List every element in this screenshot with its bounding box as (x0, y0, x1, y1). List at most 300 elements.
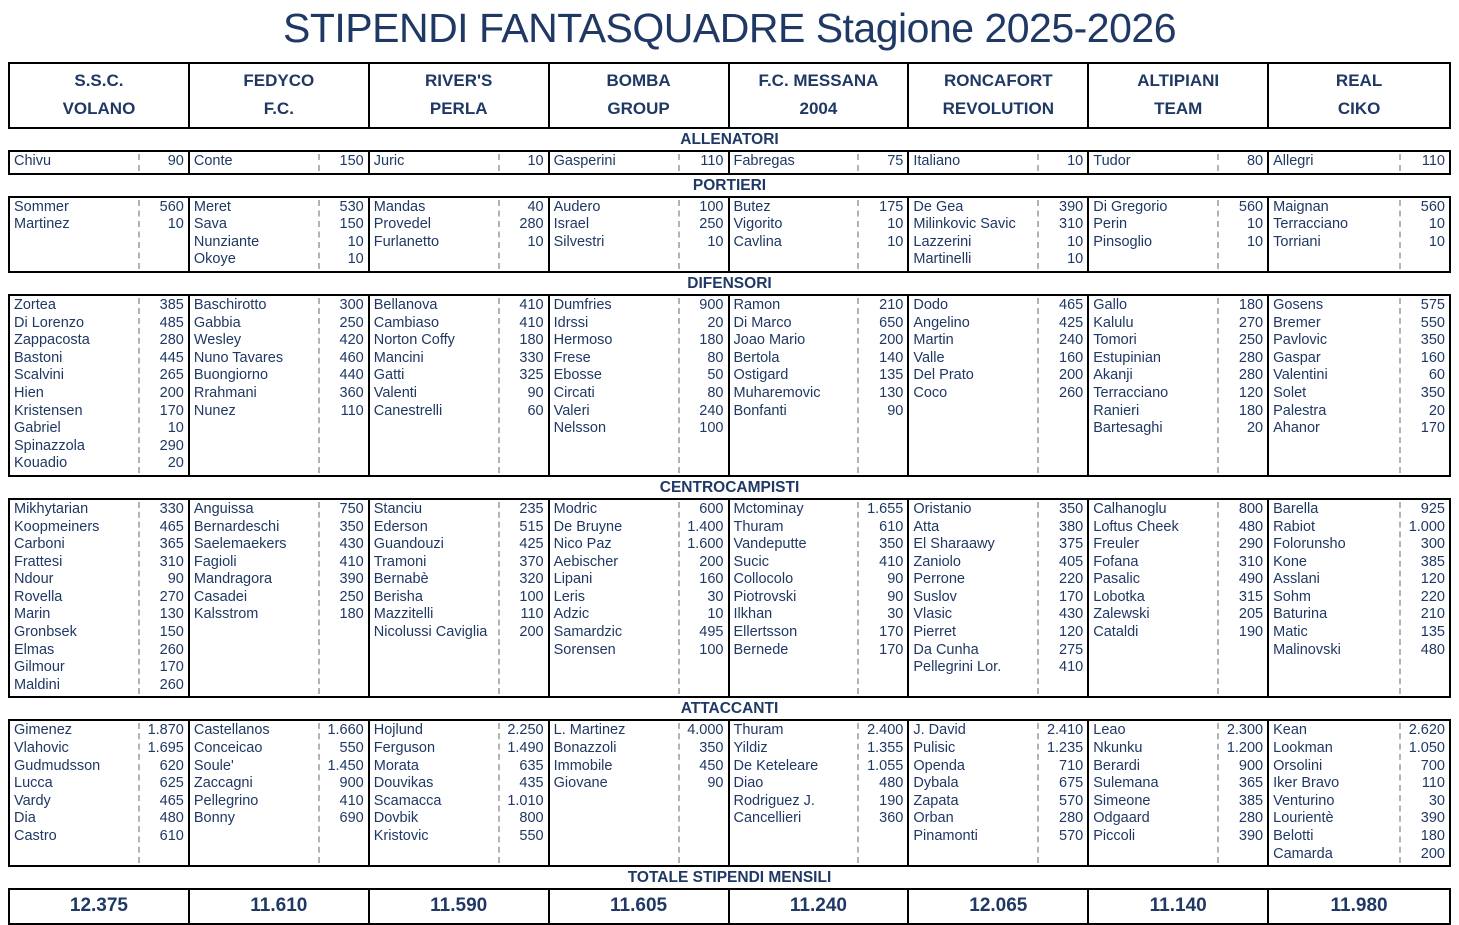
player-salary: 180 (1238, 296, 1264, 313)
player-salary: 325 (519, 367, 544, 384)
player-row (370, 199, 548, 217)
player-name: Mandas (373, 198, 426, 215)
player-salary: 90 (887, 588, 904, 605)
player-name: Gilmour (14, 659, 65, 676)
player-salary: 60 (527, 402, 544, 419)
player-row (909, 758, 1087, 776)
total-cell-1: 12.375 (10, 890, 190, 923)
player-name: Da Cunha (913, 641, 979, 658)
player-name: Bellanova (373, 296, 438, 313)
player-salary: 100 (699, 198, 724, 215)
player-name: Furlanetto (373, 233, 440, 250)
player-name: Mikhytarian (14, 500, 89, 517)
player-salary: 120 (1059, 624, 1084, 641)
player-salary: 515 (519, 518, 544, 535)
player-name: Simeone (1093, 792, 1151, 809)
player-name: Collocolo (733, 571, 794, 588)
player-name: Atta (913, 518, 940, 535)
player-salary: 2.400 (867, 722, 904, 739)
player-row (730, 297, 908, 315)
player-name: Cavlina (733, 233, 782, 250)
player-row (370, 624, 548, 642)
player-row (1269, 571, 1449, 589)
player-salary: 10 (527, 153, 544, 169)
player-salary: 1.490 (507, 740, 544, 757)
player-salary: 10 (167, 216, 184, 233)
player-name: Del Prato (913, 367, 974, 384)
player-salary: 175 (879, 198, 904, 215)
player-name: Kristovic (373, 828, 429, 844)
player-row (909, 642, 1087, 660)
player-salary: 200 (699, 553, 724, 570)
player-name: Bremer (1273, 314, 1321, 331)
player-name: Pellegrini Lor. (913, 659, 1002, 676)
player-name: Solet (1273, 384, 1307, 401)
player-name: Ahanor (1273, 420, 1320, 437)
player-salary: 110 (340, 402, 364, 419)
player-row (10, 153, 188, 171)
player-row (730, 554, 908, 572)
player-salary: 550 (519, 828, 544, 844)
player-name: Zaccagni (193, 775, 253, 792)
player-row (1269, 315, 1449, 333)
player-row (10, 589, 188, 607)
player-name: Morata (373, 757, 419, 774)
player-salary: 410 (519, 296, 544, 313)
player-salary: 180 (519, 332, 544, 349)
player-salary: 110 (1421, 775, 1445, 792)
player-salary: 350 (879, 536, 904, 553)
player-name: Berisha (373, 588, 423, 605)
player-name: Lobotka (1093, 588, 1145, 605)
player-row (1089, 810, 1267, 828)
player-row (730, 642, 908, 660)
player-name: Loftus Cheek (1093, 518, 1179, 535)
attaccanti-team-cell-3 (370, 721, 550, 865)
player-salary: 205 (1238, 606, 1264, 623)
player-row (190, 385, 368, 403)
team-header-cell-2 (190, 64, 370, 127)
player-salary: 310 (1238, 553, 1264, 570)
player-name: Joao Mario (733, 332, 806, 349)
player-row (1089, 420, 1267, 438)
player-salary: 410 (879, 553, 904, 570)
player-salary: 30 (887, 606, 904, 623)
player-salary: 425 (519, 536, 544, 553)
team-name-line2: GROUP (607, 99, 670, 118)
player-name: Oristanio (913, 500, 972, 517)
player-salary: 275 (1059, 641, 1084, 658)
player-row (1089, 332, 1267, 350)
player-salary: 550 (1420, 314, 1445, 331)
player-name: Ferguson (373, 740, 436, 757)
player-salary: 2.620 (1408, 722, 1445, 739)
player-row (550, 589, 728, 607)
player-name: Bertola (733, 349, 780, 366)
section-label-allenatori: ALLENATORI (680, 131, 779, 148)
player-name: Samardzic (553, 624, 623, 641)
player-row (370, 501, 548, 519)
player-row (1089, 554, 1267, 572)
player-salary: 90 (167, 153, 184, 169)
player-salary: 300 (339, 296, 364, 313)
player-salary: 560 (1238, 198, 1264, 215)
player-row (10, 810, 188, 828)
player-row (370, 536, 548, 554)
player-row (550, 642, 728, 660)
player-salary: 160 (1420, 349, 1445, 366)
player-name: Fofana (1093, 553, 1139, 570)
team-name-line1: F.C. MESSANA (758, 71, 879, 90)
player-name: Tudor (1093, 153, 1131, 169)
player-name: Kalulu (1093, 314, 1134, 331)
player-salary: 390 (1059, 198, 1084, 215)
player-row (909, 350, 1087, 368)
player-name: Pinsoglio (1093, 233, 1153, 250)
player-name: Bernabè (373, 571, 429, 588)
player-salary: 365 (1238, 775, 1264, 792)
player-salary: 465 (159, 518, 184, 535)
player-name: Cataldi (1093, 624, 1139, 641)
player-salary: 900 (699, 296, 724, 313)
player-name: Hermoso (553, 332, 613, 349)
player-name: Vlasic (913, 606, 953, 623)
player-row (10, 606, 188, 624)
player-salary: 690 (339, 810, 364, 827)
attaccanti-team-cell-4 (550, 721, 730, 865)
player-row (370, 315, 548, 333)
player-salary: 610 (159, 828, 184, 844)
player-row (1089, 536, 1267, 554)
totals-row (8, 888, 1451, 925)
player-row (10, 722, 188, 740)
player-row (10, 297, 188, 315)
player-salary: 2.250 (507, 722, 544, 739)
difensori-team-cell-2 (190, 296, 370, 475)
allenatori-team-cell-7 (1089, 152, 1269, 173)
player-row (909, 367, 1087, 385)
player-row (730, 606, 908, 624)
page-title: STIPENDI FANTASQUADRE Stagione 2025-2026 (282, 5, 1177, 51)
team-header-row (8, 62, 1451, 129)
totals-label: TOTALE STIPENDI MENSILI (627, 869, 832, 887)
player-salary: 420 (339, 332, 364, 349)
player-row (730, 153, 908, 171)
team-name-line2: PERLA (429, 99, 488, 118)
player-name: Zappacosta (14, 332, 90, 349)
player-name: Ramon (733, 296, 781, 313)
player-row (909, 199, 1087, 217)
player-salary: 210 (879, 296, 904, 313)
attaccanti-team-cell-5 (730, 721, 910, 865)
player-salary: 235 (519, 500, 544, 517)
player-name: Mctominay (733, 500, 804, 517)
player-row (1269, 554, 1449, 572)
player-name: Akanji (1093, 367, 1133, 384)
player-row (190, 350, 368, 368)
player-row (730, 589, 908, 607)
player-name: Ellertsson (733, 624, 798, 641)
player-row (1269, 367, 1449, 385)
total-cell-8: 11.980 (1330, 895, 1388, 917)
player-salary: 260 (1059, 384, 1084, 401)
player-name: Cambiaso (373, 314, 440, 331)
section-table-centrocampisti (8, 498, 1451, 699)
player-name: Pellegrino (193, 792, 259, 809)
difensori-team-cell-4 (550, 296, 730, 475)
player-salary: 410 (1059, 659, 1084, 676)
player-row (1089, 367, 1267, 385)
player-row (190, 589, 368, 607)
player-salary: 200 (159, 384, 184, 401)
player-name: Baturina (1273, 606, 1328, 623)
player-salary: 135 (879, 367, 904, 384)
player-name: Adzic (553, 606, 590, 623)
player-salary: 270 (159, 588, 184, 605)
player-row (190, 758, 368, 776)
player-row (909, 519, 1087, 537)
player-row (730, 350, 908, 368)
player-name: Aebischer (553, 553, 619, 570)
player-row (550, 624, 728, 642)
player-salary: 315 (1238, 588, 1264, 605)
player-salary: 150 (159, 624, 184, 641)
player-row (550, 758, 728, 776)
player-name: Iker Bravo (1273, 775, 1340, 792)
player-salary: 350 (1420, 384, 1445, 401)
player-salary: 280 (159, 332, 184, 349)
player-row (1269, 332, 1449, 350)
player-name: Casadei (193, 588, 248, 605)
player-row (730, 403, 908, 421)
player-salary: 150 (339, 216, 364, 233)
player-row (1269, 722, 1449, 740)
section-label-attaccanti: ATTACCANTI (680, 700, 779, 718)
player-name: Castellanos (193, 722, 270, 739)
player-salary: 1.870 (147, 722, 184, 739)
player-name: Kalsstrom (193, 606, 259, 623)
player-row (550, 199, 728, 217)
player-row (1269, 606, 1449, 624)
player-salary: 1.695 (147, 740, 184, 757)
player-name: Mandragora (193, 571, 273, 588)
player-row (1089, 589, 1267, 607)
player-salary: 410 (519, 314, 544, 331)
player-row (1089, 350, 1267, 368)
player-salary: 610 (879, 518, 904, 535)
player-salary: 800 (519, 810, 544, 827)
player-name: Maldini (14, 676, 60, 693)
player-name: Di Gregorio (1093, 198, 1168, 215)
player-name: Valeri (553, 402, 590, 419)
player-row (1089, 385, 1267, 403)
player-row (370, 297, 548, 315)
player-row (190, 740, 368, 758)
player-name: Thuram (733, 722, 784, 739)
player-row (190, 571, 368, 589)
player-name: Lipani (553, 571, 593, 588)
attaccanti-team-cell-2 (190, 721, 370, 865)
player-row (550, 554, 728, 572)
player-row (10, 536, 188, 554)
player-name: Tramoni (373, 553, 427, 570)
player-name: Perrone (913, 571, 965, 588)
player-row (730, 332, 908, 350)
player-row (550, 385, 728, 403)
difensori-team-cell-6 (909, 296, 1089, 475)
team-header-cell-4 (550, 64, 730, 127)
section-table-attaccanti (8, 719, 1451, 867)
team-header-cell-7 (1089, 64, 1269, 127)
team-header-cell-3 (370, 64, 550, 127)
player-salary: 10 (1246, 216, 1264, 233)
player-row (10, 793, 188, 811)
player-row (909, 589, 1087, 607)
player-name: Circati (553, 384, 595, 401)
portieri-team-cell-5 (730, 198, 910, 271)
player-name: Sorensen (553, 641, 616, 658)
player-row (909, 659, 1087, 677)
attaccanti-team-cell-1 (10, 721, 190, 865)
player-name: Nunziante (193, 233, 260, 250)
player-name: Bonny (193, 810, 235, 827)
player-salary: 90 (887, 571, 904, 588)
player-salary: 180 (1238, 402, 1264, 419)
player-row (1269, 216, 1449, 234)
player-name: Allegri (1273, 153, 1314, 169)
player-name: Saelemaekers (193, 536, 287, 553)
player-name: Giovane (553, 775, 608, 792)
player-name: Barella (1273, 500, 1319, 517)
player-salary: 1.655 (867, 500, 904, 517)
player-name: Muharemovic (733, 384, 821, 401)
player-salary: 40 (527, 198, 544, 215)
player-salary: 10 (167, 420, 184, 437)
centrocampisti-team-cell-7 (1089, 500, 1269, 697)
player-salary: 925 (1420, 500, 1445, 517)
player-row (1089, 828, 1267, 846)
player-row (190, 199, 368, 217)
player-salary: 1.000 (1408, 518, 1445, 535)
player-salary: 150 (339, 153, 364, 169)
player-row (10, 332, 188, 350)
player-row (370, 234, 548, 252)
player-name: Openda (913, 757, 965, 774)
player-salary: 100 (699, 641, 724, 658)
player-row (190, 153, 368, 171)
player-salary: 30 (707, 588, 724, 605)
player-salary: 180 (339, 606, 364, 623)
player-name: El Sharaawy (913, 536, 995, 553)
player-name: Bernardeschi (193, 518, 280, 535)
player-salary: 200 (879, 332, 904, 349)
player-row (550, 606, 728, 624)
player-name: Gallo (1093, 296, 1128, 313)
player-row (370, 571, 548, 589)
centrocampisti-team-cell-2 (190, 500, 370, 697)
player-name: Nico Paz (553, 536, 612, 553)
team-name-line2: F.C. (263, 99, 294, 118)
player-name: Martinelli (913, 251, 972, 268)
player-row (190, 775, 368, 793)
player-salary: 260 (159, 676, 184, 693)
team-name-line1: REAL (1335, 71, 1383, 90)
player-row (10, 828, 188, 846)
player-salary: 465 (159, 792, 184, 809)
player-row (1269, 403, 1449, 421)
player-name: Terracciano (1273, 216, 1349, 233)
player-name: Mazzitelli (373, 606, 434, 623)
player-name: Frese (553, 349, 591, 366)
player-salary: 220 (1420, 588, 1445, 605)
player-salary: 280 (1238, 349, 1264, 366)
player-row (370, 153, 548, 171)
player-name: Provedel (373, 216, 431, 233)
player-row (550, 350, 728, 368)
player-salary: 405 (1059, 553, 1084, 570)
team-name-line1: ALTIPIANI (1137, 71, 1220, 90)
player-name: Chivu (14, 153, 52, 169)
player-name: Valentini (1273, 367, 1328, 384)
player-row (550, 501, 728, 519)
player-salary: 220 (1059, 571, 1084, 588)
player-name: Zalewski (1093, 606, 1150, 623)
player-name: Idrssi (553, 314, 589, 331)
player-salary: 675 (1059, 775, 1084, 792)
player-name: Conte (193, 153, 233, 169)
player-name: Canestrelli (373, 402, 443, 419)
player-name: Sohm (1273, 588, 1312, 605)
player-salary: 460 (339, 349, 364, 366)
player-salary: 10 (887, 233, 904, 250)
player-row (1269, 297, 1449, 315)
player-name: Calhanoglu (1093, 500, 1167, 517)
section-table-portieri (8, 196, 1451, 273)
player-name: Gatti (373, 367, 405, 384)
player-row (1089, 315, 1267, 333)
player-salary: 2.300 (1226, 722, 1264, 739)
player-row (370, 332, 548, 350)
player-salary: 170 (159, 659, 184, 676)
player-name: Lookman (1273, 740, 1333, 757)
player-row (370, 403, 548, 421)
sections-container (8, 129, 1451, 867)
player-row (1269, 385, 1449, 403)
player-name: Hojlund (373, 722, 423, 739)
player-row (1269, 758, 1449, 776)
difensori-team-cell-1 (10, 296, 190, 475)
player-row (370, 216, 548, 234)
player-salary: 385 (1238, 792, 1264, 809)
player-salary: 480 (879, 775, 904, 792)
team-name-line1: BOMBA (606, 71, 671, 90)
player-name: Sulemana (1093, 775, 1159, 792)
player-row (550, 216, 728, 234)
player-name: Frattesi (14, 553, 63, 570)
player-salary: 375 (1059, 536, 1084, 553)
player-row (10, 758, 188, 776)
player-row (1089, 199, 1267, 217)
player-salary: 1.010 (507, 792, 544, 809)
allenatori-team-cell-6 (909, 152, 1089, 173)
player-row (909, 722, 1087, 740)
player-name: Orban (913, 810, 954, 827)
player-salary: 90 (527, 384, 544, 401)
player-salary: 90 (167, 571, 184, 588)
player-name: Scalvini (14, 367, 64, 384)
player-salary: 170 (1059, 588, 1084, 605)
player-row (1089, 722, 1267, 740)
